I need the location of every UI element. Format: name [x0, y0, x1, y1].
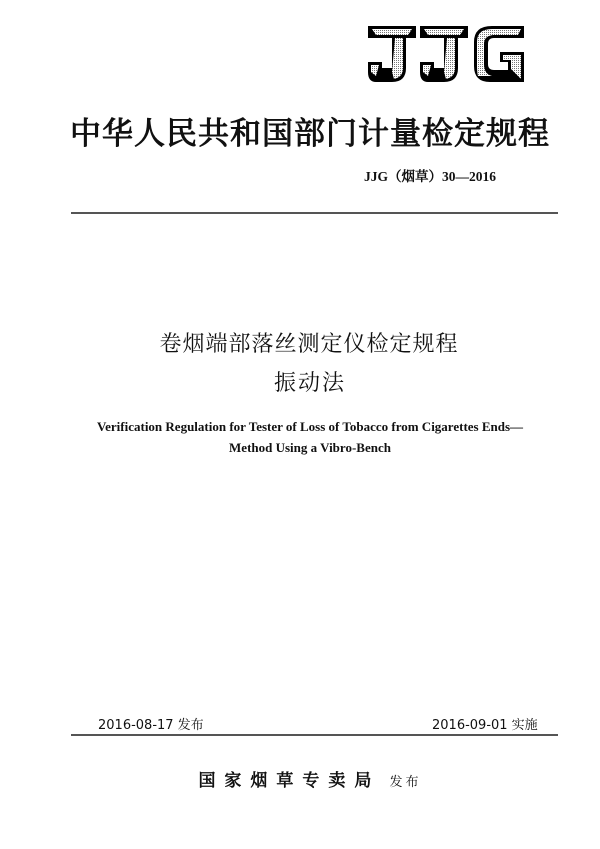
chinese-title: 卷烟端部落丝测定仪检定规程 — [159, 332, 459, 357]
effective-date: 2016-09-01 实施 — [432, 718, 538, 733]
issuer-name: 国家烟草专卖局 — [198, 771, 381, 791]
issue-date: 2016-08-17 发布 — [98, 718, 204, 733]
bottom-divider — [71, 734, 558, 736]
jjg-logo-icon — [366, 24, 526, 86]
chinese-subtitle: 振动法 — [273, 371, 346, 396]
standard-code: JJG（烟草）30—2016 — [364, 169, 497, 184]
english-title-line-1: Verification Regulation for Tester of Loss of Tobacco from Cigarettes Ends— — [96, 419, 524, 434]
issuer — [0, 766, 600, 791]
english-title — [0, 416, 600, 458]
regulation-category-title: 中华人民共和国部门计量检定规程 — [70, 116, 550, 152]
english-title-line-2: Method Using a Vibro-Bench — [229, 440, 391, 455]
top-divider — [71, 212, 558, 214]
issuer-action: 发布 — [389, 775, 422, 790]
